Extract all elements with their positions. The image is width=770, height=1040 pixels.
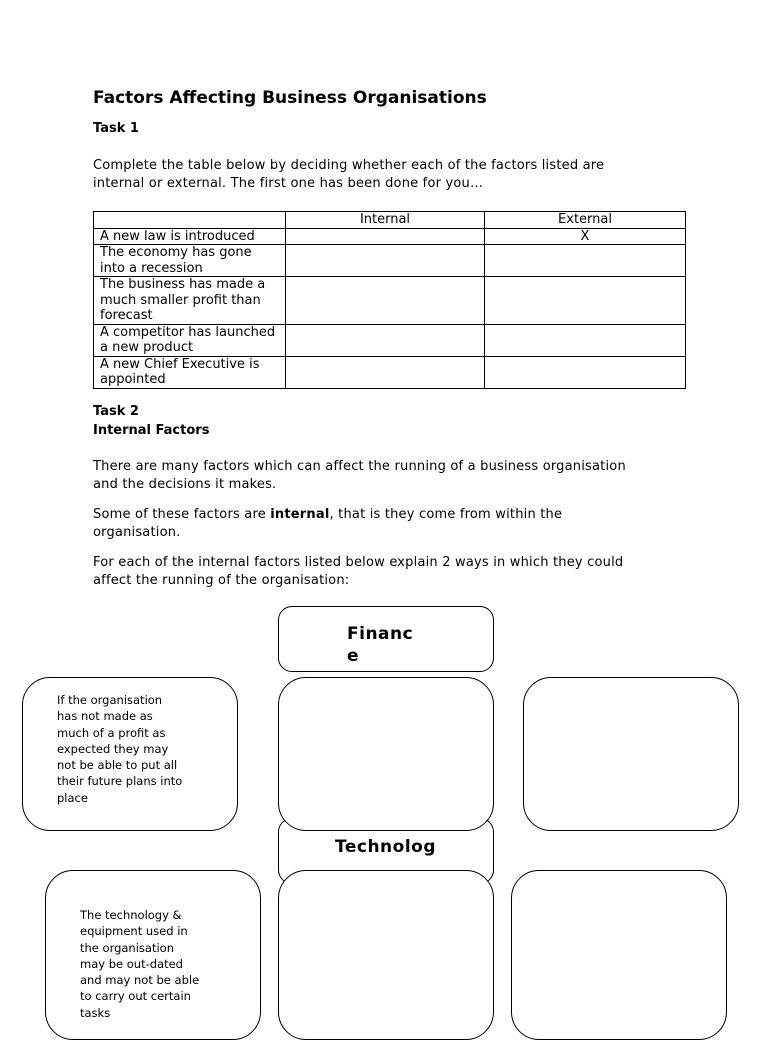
internal-cell[interactable] [286,277,485,325]
finance-label-line2: e [347,646,360,666]
finance-example-line: place [57,790,88,805]
external-cell[interactable] [485,324,686,356]
technology-example-line: to carry out certain [80,989,191,1004]
finance-example-line: their future plans into [57,774,183,789]
finance-example-line: much of a profit as [57,725,166,740]
task2-subheading: Internal Factors [93,423,210,438]
factor-cell: A competitor has launched a new product [94,324,286,356]
factor-cell: The economy has gone into a recession [94,245,286,277]
table-row [94,356,686,388]
internal-cell[interactable] [286,356,485,388]
header-internal: Internal [286,212,485,229]
technology-example-box [45,870,261,1040]
finance-example-line: expected they may [57,741,169,756]
external-cell[interactable] [485,245,686,277]
header-external: External [485,212,686,229]
factor-cell: The business has made a much smaller profit than forecast [94,277,286,325]
technology-example-line: equipment used in [80,924,188,939]
finance-answer-box-1[interactable] [278,677,494,831]
task1-instruction-line1: Complete the table below by deciding whether each of the factors listed are [93,158,605,173]
internal-cell[interactable] [286,324,485,356]
task2-para3-line1: For each of the internal factors listed below explain 2 ways in which they could [93,555,624,570]
task2-para2-line2: organisation. [93,525,181,540]
finance-example-line: has not made as [57,709,153,724]
technology-example-line: The technology & [80,908,182,922]
task2-heading: Task 2 [93,404,139,419]
task2-paragraph-3 [93,554,673,590]
task2-paragraph-1 [93,458,673,494]
technology-answer-box-2[interactable] [511,870,727,1040]
finance-answer-box-2[interactable] [523,677,739,831]
external-cell[interactable]: X [485,228,686,245]
internal-cell[interactable] [286,228,485,245]
factor-cell: A new law is introduced [94,228,286,245]
task2-para1-line2: and the decisions it makes. [93,477,277,492]
para2-text-after: , that is they come from within the [329,507,563,522]
task2-para1-line1: There are many factors which can affect the running of a business organisation [93,459,626,474]
internal-cell[interactable] [286,245,485,277]
factor-cell: A new Chief Executive is appointed [94,356,286,388]
technology-example-text [80,907,199,1021]
header-factor [94,212,286,229]
finance-example-line: not be able to put all [57,758,178,773]
factors-table [93,211,686,389]
technology-example-line: and may not be able [80,973,200,988]
para2-bold-internal: internal [270,507,330,522]
external-cell[interactable] [485,277,686,325]
table-row [94,245,686,277]
table-header-row [94,212,686,229]
task2-para2-line1 [93,506,673,524]
finance-heading-box [278,606,494,672]
technology-example-line: the organisation [80,940,174,955]
finance-label-line1: Financ [347,624,414,644]
page-title: Factors Affecting Business Organisations [93,88,487,108]
task1-instruction-line2: internal or external. The first one has been done for you… [93,176,484,191]
task2-paragraph-2 [93,506,673,542]
para2-text-before: Some of these factors are [93,507,271,522]
technology-answer-box-1[interactable] [278,870,494,1040]
technology-label: Technolog [335,837,437,857]
table-row [94,228,686,245]
finance-example-box [22,677,238,831]
finance-label [347,623,413,667]
finance-example-line: If the organisation [57,693,163,707]
table-row [94,324,686,356]
external-cell[interactable] [485,356,686,388]
technology-example-line: tasks [80,1005,111,1020]
technology-example-line: may be out-dated [80,956,183,971]
table-row [94,277,686,325]
task2-para3-line2: affect the running of the organisation: [93,573,350,588]
task1-heading: Task 1 [93,121,139,136]
task1-instruction [93,157,673,193]
finance-example-text [57,692,182,806]
